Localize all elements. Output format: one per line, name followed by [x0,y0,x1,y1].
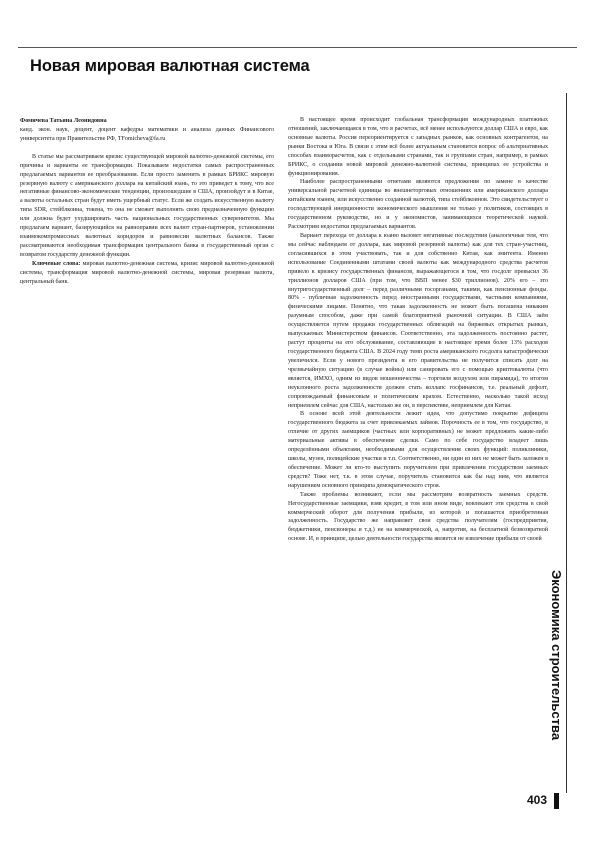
author-affiliation: канд. экон. наук, доцент, доцент кафедры математики и анализа данных Финансового университета при Правительстве РФ, TFomicheva@fa.ru [20,126,274,142]
body-paragraph-4: В основе всей этой деятельности лежит идея, что допустимо покрытие дефицита государственного бюджета за счет привлекаемых займов. Порочность ее в том, что государство, в отличие от других заемщиков (частных или корпоративных) не может предложить какие-либо материальные активы в обеспечение сделки. Само по себе государство владеет лишь определёнными объектами, необходимыми для осуществления своих функций: поликлиники, школы, музеи, полицейские участки и т.п. Соответственно, ни один из них не может быть заложен в обеспечение. Может ли кто-то выступить поручителем при привлечении государством заемных средств? Тоже нет, т.к. в этом случае, поручитель становится как бы над ним, что является нарушением основного принципа демократического строя. [288,411,548,489]
section-label-text: Экономика строительства [549,570,564,741]
left-column [20,117,274,287]
spacer [20,144,274,153]
body-paragraph-3: Вариант перехода от доллара к юаню вызовет негативные последствия (аналогичные тем, что мы сейчас наблюдаем от доллара, как мировой резервной валюты) как для тех стран-участниц, согласившихся в этом участвовать, так и для собственно Китая, как эмитента. Именно использование Соединенными штатами своей валюты как международного средства расчетов привело к кризису государственных финансов, выражающегося в том, что госдолг превысил 36 триллионов долларов США (при том, что ВВП менее $30 триллионов). 20% его – это внутригосударственный долг – перед различными госорганами, такими, как пенсионные фонды. 80% - публичная задолженность перед иностранными государствами, частными компаниями, физическими лицами. Понятно, что такая задолженность не может быть погашена никаким разумным способом, даже при самой благоприятной рыночной ситуации. В США заём осуществляется путем продажи государственных облигаций на биржевых открытых рынках, выпускаемых Министерством финансов. Соответственно, эта задолженность постоянно растет, растут проценты на его обслуживание, составляющие в настоящее время более 13% расходов государственного бюджета США. В 2024 году темп роста американского госдолга катастрофически увеличился. Если у нового президента и его правительства не получится списать долг на чрезвычайную ситуацию (в случае войны) или санировать его с помощью криптовалюты (что является, ИМХО, одним из видов мошенничества – торговля воздухом или пирамида), то итогом неуклонного роста задолженности должен стать коллапс госфинансов, т.е. реальный дефолт, сопровождаемый финансовым и политическим крахом. Естественно, насколько такой исход неприемлем сейчас для США, настолько же он, в перспективе, неприемлем для Китая. [288,232,548,409]
page-number: 403 [527,793,548,807]
margin-rule [566,93,567,793]
top-rule [18,47,577,48]
body-paragraph-2: Наиболее распространенными ответами являются предложения по замене в качестве универсальной расчетной единицы во внешнеторговых отношениях или американского доллара китайским юанем, или искусственно созданной валютой, типа стейблкоинов. Это свидетельствует о господствующей инерционности экономического мышления не только у политиков, состоящих в государственном руководстве, но и у экономистов, занимающихся теоретической наукой. Рассмотрим недостатки предлагаемых вариантов. [288,179,548,231]
right-column [288,116,548,544]
keywords-label: Ключевые слова: [32,260,81,267]
body-paragraph-5: Также проблемы возникают, если мы рассмотрим возвратность заемных средств. Негосударственные заемщики, взяв кредит, в том или ином виде, вовлекают эти средства в свой коммерческий оборот для получения прибыли, из которой и погашается приобретенная задолженность. Государство же направляет свои средства получателям (госпредприятия, бюджетники, пенсионеры и т.д.) не на коммерческой, а, напротив, на бесплатной безвозвратной основе. И, в принципе, целью деятельности государства является не извлечение прибыли от своей [288,491,548,543]
page-number-bar [554,793,559,809]
body-paragraph-1: В настоящее время происходит глобальная трансформация международных платежных отношений, заключающаяся в том, что в расчетах, всё менее используются доллар США и евро, как основные валюты. Россия переориентируется с западных рынков, как основных контрагентов, на рынки Востока и Юга. В связи с этим всё более актуальным становится вопрос об альтернативных способах взаиморасчетов, как с отдельными странами, так и группами стран, например, в рамках БРИКС, о создании новой мировой денежно-валютной системы, принципах ее устройства и функционирования. [288,117,548,177]
keywords-text: мировая валютно-денежная система, кризис мировой валютно-денежной системы, трансформация мировой валютно-денежной системы, мировая резервная валюта, центральный банк. [20,260,274,285]
keywords [20,260,274,287]
author-name: Фомичева Татьяна Леонидовна [20,118,107,124]
abstract: В статье мы рассматриваем кризис существующей мировой валютно-денежной системы, его причины и варианты ее трансформации. Показываем недостатки самых распространенных предлагаемых вариантов ее преобразования. Если просто заменить в рамках БРИКС мировую резервную валюту с американского доллара на китайский юань, то это приведет к тому, что все негативные финансово-экономические тенденции, произошедшие в США, произойдут и в Китае, а валюты остальных стран будут иметь ущербный статус. Если же создать искусственную валюту типа SDR, стейблкоина, токена, то она не сможет выполнять свою предназначенную функцию или должна будет ухудшировать часть национальных государственных суверенитетов. Мы предлагаем вариант, базирующийся на равноправии всех валют стран-партнеров, установлении взаимокомпромиссных валютных коридоров и равновесии валютных балансов. Также рассматриваются необходимая трансформация центрального банка в государственный орган с возвратом государству денежной функции. [20,153,274,258]
article-title: Новая мировая валютная система [30,57,310,75]
